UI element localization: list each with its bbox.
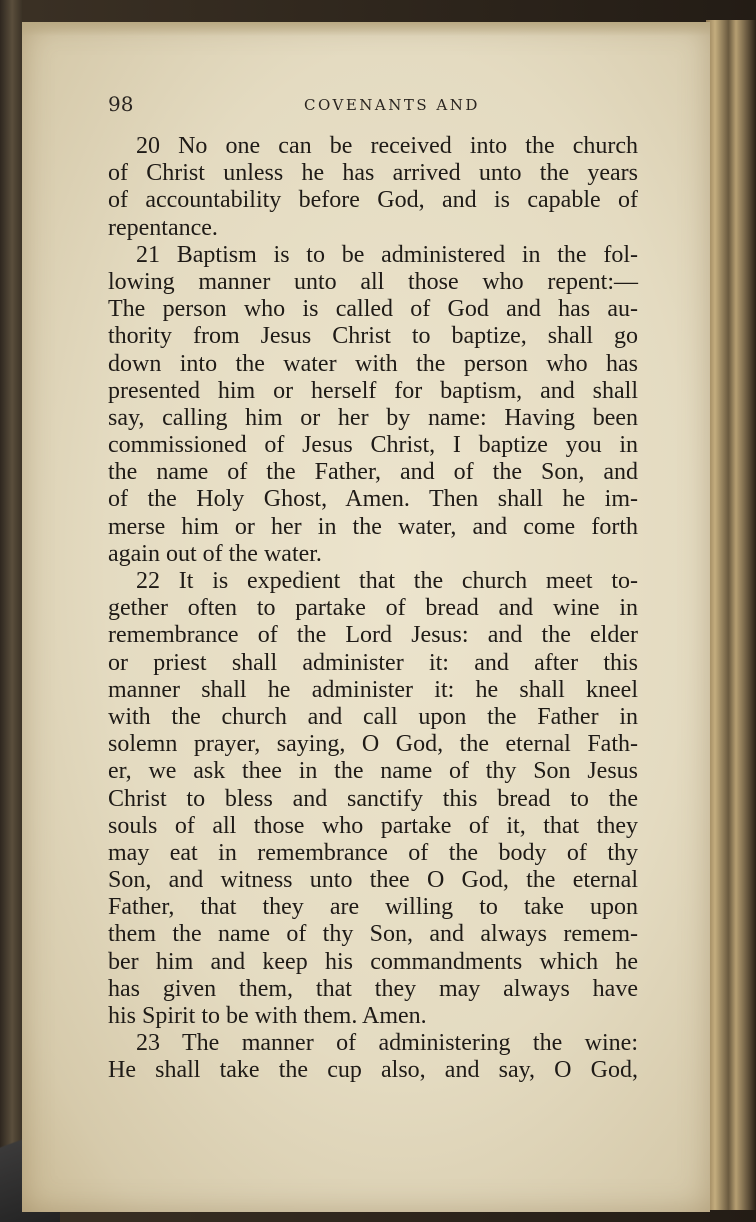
text-line: say, calling him or her by name: Having been: [108, 404, 638, 431]
text-line: Christ to bless and sanctify this bread to the: [108, 785, 638, 812]
text-line: with the church and call upon the Father in: [108, 703, 638, 730]
text-line: the name of the Father, and of the Son, and: [108, 459, 638, 486]
text-line: 22 It is expedient that the church meet to-: [136, 568, 638, 594]
text-line: 20 No one can be received into the church: [136, 133, 638, 159]
text-line: Father, that they are willing to take upon: [108, 894, 638, 921]
text-line: Son, and witness unto thee O God, the eternal: [108, 867, 638, 894]
text-line: gether often to partake of bread and wine in: [108, 595, 638, 622]
text-line: remembrance of the Lord Jesus: and the elder: [108, 622, 638, 649]
text-line: 23 The manner of administering the wine:: [136, 1030, 638, 1057]
text-line: may eat in remembrance of the body of thy: [108, 839, 638, 866]
text-line: ber him and keep his commandments which he: [108, 948, 638, 975]
text-line: lowing manner unto all those who repent:—: [108, 268, 638, 295]
text-line: The person who is called of God and has au-: [108, 296, 638, 323]
text-line: his Spirit to be with them. Amen.: [108, 1003, 427, 1029]
text-line: commissioned of Jesus Christ, I baptize you in: [108, 432, 638, 459]
text-line: He shall take the cup also, and say, O God,: [108, 1057, 638, 1084]
text-line: merse him or her in the water, and come forth: [108, 513, 638, 540]
text-line: of the Holy Ghost, Amen. Then shall he im-: [108, 486, 638, 513]
text-line: has given them, that they may always have: [108, 975, 638, 1002]
text-line: down into the water with the person who has: [108, 350, 638, 377]
text-line: again out of the water.: [108, 540, 322, 567]
running-head: COVENANTS AND: [304, 96, 480, 114]
text-line: 21 Baptism is to be administered in the fol-: [136, 241, 638, 268]
text-line: of Christ unless he has arrived unto the years: [108, 160, 638, 187]
text-line: manner shall he administer it: he shall kneel: [108, 676, 638, 703]
text-line: or priest shall administer it: and after this: [108, 649, 638, 676]
text-line: solemn prayer, saying, O God, the eternal Fath-: [108, 731, 638, 758]
text-line: of accountability before God, and is capable of: [108, 187, 638, 214]
text-line: them the name of thy Son, and always remem-: [108, 921, 638, 948]
text-line: souls of all those who partake of it, that they: [108, 812, 638, 839]
text-line: er, we ask thee in the name of thy Son Jesus: [108, 758, 638, 785]
page-number: 98: [108, 92, 134, 116]
book-spine: [0, 0, 22, 1222]
page-edges: [706, 20, 756, 1210]
body-text: [108, 133, 638, 1085]
text-line: repentance.: [108, 214, 218, 241]
text-line: thority from Jesus Christ to baptize, shall go: [108, 323, 638, 350]
page-header: [108, 92, 668, 122]
text-line: presented him or herself for baptism, and shall: [108, 377, 638, 404]
